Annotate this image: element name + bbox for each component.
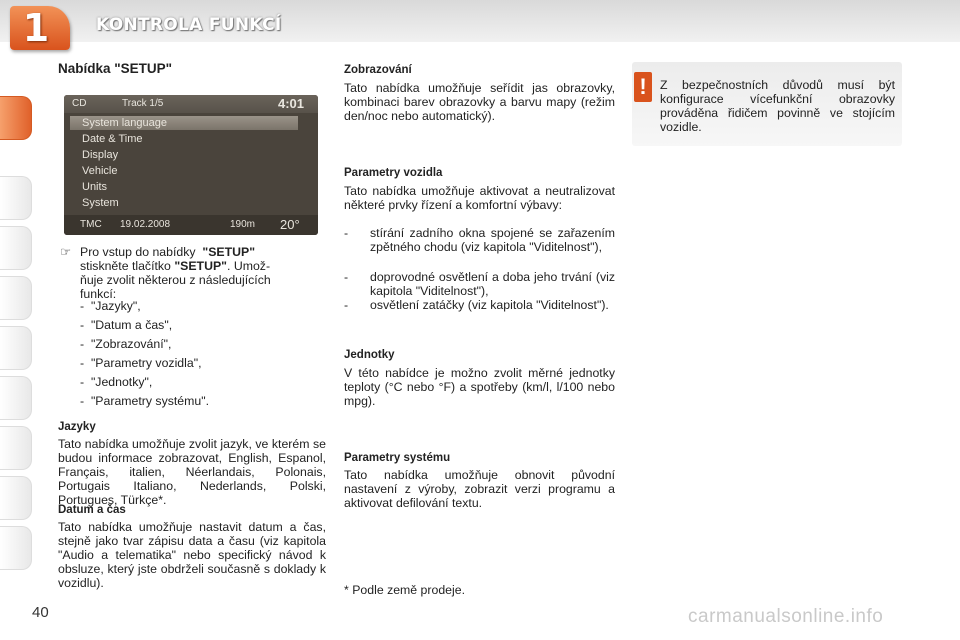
warning-text: Z bezpečnostních důvodů musí být konfigurace vícefunkční obrazovky prováděna řidičem povinně ve stojícím vozidle.	[660, 78, 895, 134]
side-tab[interactable]	[0, 476, 32, 520]
side-tab-active[interactable]	[0, 96, 32, 140]
vozidlo-item: stírání zadního okna spojené se zařazením zpětného chodu (viz kapitola "Viditelnost"),	[370, 226, 615, 254]
side-tab[interactable]	[0, 226, 32, 270]
screen-source: CD	[72, 98, 87, 109]
zobrazovani-text: Tato nabídka umožňuje seřídit jas obrazovky, kombinaci barev obrazovky a barvu mapy (režim den/noc nebo automatický).	[344, 81, 615, 123]
jazyky-text: Tato nabídka umožňuje zvolit jazyk, ve kterém se budou informace zobrazovat, English, Espanol, Français, italien, Néerlandais, Polonais, Portugais Italiano, Nederlands, Polski, Portugues, Türkçe*.	[58, 437, 326, 507]
jazyky-title: Jazyky	[58, 421, 96, 433]
side-tab[interactable]	[0, 176, 32, 220]
list-dash: -	[344, 270, 349, 284]
pointer-icon: ☞	[60, 245, 72, 259]
screen-item: Display	[82, 149, 119, 161]
datum-title: Datum a čas	[58, 504, 126, 516]
screen-tmc: TMC	[80, 219, 102, 230]
screen-footer	[64, 215, 318, 235]
screen-item: System language	[82, 117, 167, 129]
menu-item: - "Jednotky",	[80, 375, 153, 389]
side-tab[interactable]	[0, 326, 32, 370]
screen-item: Vehicle	[82, 165, 118, 177]
screen-time: 4:01	[278, 96, 305, 111]
side-tab[interactable]	[0, 376, 32, 420]
jednotky-title: Jednotky	[344, 349, 395, 361]
vozidlo-title: Parametry vozidla	[344, 167, 443, 179]
menu-item: - "Jazyky",	[80, 299, 141, 313]
list-dash: -	[344, 298, 349, 312]
page-number: 40	[32, 604, 49, 621]
system-title: Parametry systému	[344, 452, 451, 464]
vozidlo-item: osvětlení zatáčky (viz kapitola "Viditelnost").	[370, 298, 609, 312]
section-title: Nabídka "SETUP"	[58, 61, 173, 76]
setup-screen-image	[64, 95, 318, 235]
datum-text: Tato nabídka umožňuje nastavit datum a čas, stejně jako tvar zápisu data a času (viz kapitola "Audio a telematika" nebo specifický návod k obsluze, který jste obdrželi současně s doklady k vozidlu).	[58, 520, 326, 590]
footnote: * Podle země prodeje.	[344, 583, 465, 597]
side-tabs	[0, 60, 34, 580]
exclamation-icon: !	[634, 72, 652, 102]
menu-item: - "Datum a čas",	[80, 318, 173, 332]
vozidlo-item: doprovodné osvětlení a doba jeho trvání (viz kapitola "Viditelnost"),	[370, 270, 615, 298]
system-text: Tato nabídka umožňuje obnovit původní nastavení z výroby, zobrazit verzi programu a aktivovat defilování textu.	[344, 468, 615, 510]
intro-text: Pro vstup do nabídky "SETUP" stiskněte tlačítko "SETUP". Umož- ňuje zvolit některou z následujících funkcí:	[80, 245, 271, 301]
chapter-title: KONTROLA FUNKCÍ	[96, 15, 282, 35]
screen-header	[64, 95, 318, 113]
screen-temp: 20°	[280, 217, 300, 232]
menu-item: - "Parametry vozidla",	[80, 356, 202, 370]
screen-item: Units	[82, 181, 108, 193]
screen-track: Track 1/5	[122, 98, 164, 109]
screen-date: 19.02.2008	[120, 219, 171, 230]
screen-distance: 190m	[230, 219, 256, 230]
chapter-number: 1	[22, 6, 50, 50]
side-tab[interactable]	[0, 526, 32, 570]
jednotky-text: V této nabídce je možno zvolit měrné jednotky teploty (°C nebo °F) a spotřeby (km/l, l/100 nebo mpg).	[344, 366, 615, 408]
watermark: carmanualsonline.info	[688, 606, 884, 627]
vozidlo-text: Tato nabídka umožňuje aktivovat a neutralizovat některé prvky řízení a komfortní výbavy:	[344, 184, 615, 212]
list-dash: -	[344, 226, 349, 240]
side-tab[interactable]	[0, 276, 32, 320]
menu-item: - "Parametry systému".	[80, 394, 210, 408]
screen-item: Date & Time	[82, 133, 143, 145]
zobrazovani-title: Zobrazování	[344, 64, 412, 76]
screen-item: System	[82, 197, 119, 209]
side-tab[interactable]	[0, 426, 32, 470]
menu-item: - "Zobrazování",	[80, 337, 172, 351]
